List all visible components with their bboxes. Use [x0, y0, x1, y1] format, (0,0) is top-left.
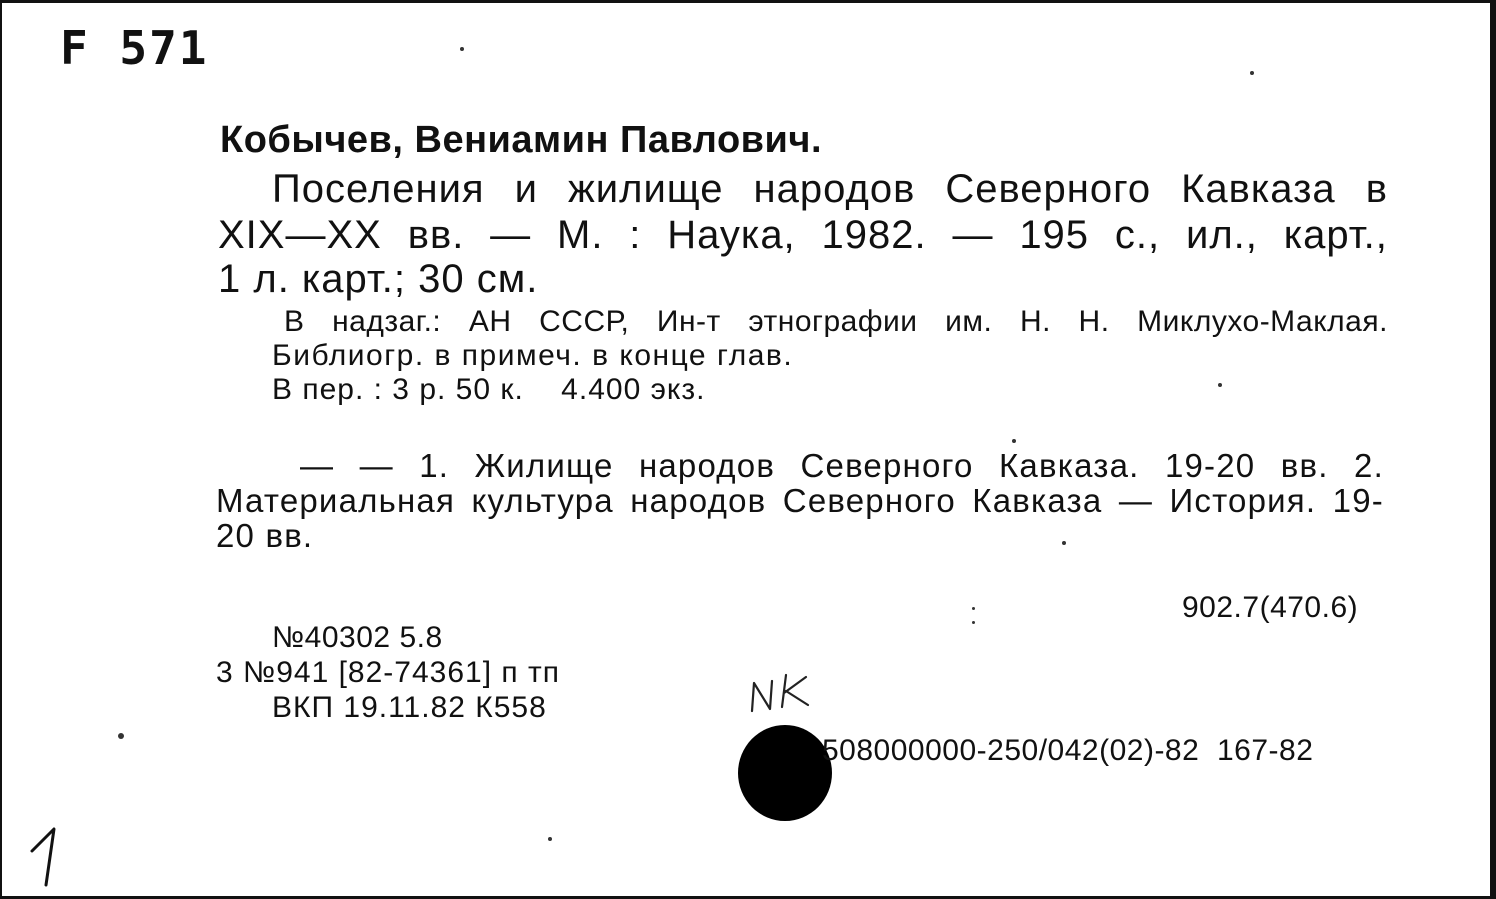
title-word: карт.,: [1283, 213, 1388, 257]
title-word: 1982.: [821, 213, 927, 257]
title-word: 195: [1019, 213, 1090, 257]
title-word: жилище: [568, 167, 724, 211]
subject-word: 19-: [1332, 482, 1384, 519]
note-line-2: Библиогр. в примеч. в конце глав.: [272, 339, 794, 372]
shelf-mark: F 571: [60, 21, 209, 75]
note-word: надзаг.:: [332, 305, 442, 338]
title-word: с.,: [1114, 213, 1161, 257]
subject-line-1: [300, 449, 1384, 482]
subject-word: народов: [630, 482, 767, 519]
speck: [548, 837, 552, 841]
subject-word: —: [300, 447, 335, 484]
subject-word: Материальная: [216, 482, 456, 519]
speck: [972, 607, 975, 610]
author-heading: Кобычев, Вениамин Павлович.: [220, 119, 822, 161]
title-word: Северного: [945, 167, 1152, 211]
title-word: Кавказа: [1181, 167, 1336, 211]
record-line-3: ВКП 19.11.82 К558: [272, 691, 547, 724]
note-line-1: [284, 307, 1388, 337]
subject-word: 1.: [419, 447, 450, 484]
subject-word: —: [1118, 482, 1154, 519]
title-word: М.: [557, 213, 604, 257]
note-word: Ин-т: [656, 305, 721, 338]
subject-word: вв.: [1280, 447, 1329, 484]
record-line-1: №40302 5.8: [272, 621, 443, 654]
speck: [118, 733, 124, 739]
subject-line-3: 20 вв.: [216, 517, 314, 554]
subject-word: Жилище: [474, 447, 614, 484]
title-word: вв.: [407, 213, 465, 257]
note-word: СССР,: [539, 305, 630, 338]
speck: [1218, 383, 1222, 387]
note-word: Н.: [1019, 305, 1051, 338]
title-word: Наука,: [667, 213, 796, 257]
punched-hole: [738, 725, 832, 821]
title-line-1: [272, 169, 1388, 209]
title-word: —: [490, 213, 532, 257]
title-line-2: [218, 215, 1388, 255]
subject-word: История.: [1169, 482, 1317, 519]
title-word: Поселения: [272, 167, 485, 211]
subject-word: Кавказа.: [999, 447, 1140, 484]
subject-word: народов: [638, 447, 776, 484]
note-word: АН: [468, 305, 512, 338]
record-line-2: 3 №941 [82-74361] п тп: [216, 656, 560, 689]
subject-word: 2.: [1354, 447, 1384, 484]
classification-index: 902.7(470.6): [1182, 591, 1359, 624]
note-line-3: В пер. : 3 р. 50 к. 4.400 экз.: [272, 373, 706, 406]
title-word: —: [952, 213, 994, 257]
note-word: Миклухо-Маклая.: [1137, 305, 1388, 338]
speck: [972, 621, 975, 624]
catalog-code: 508000000-250/042(02)-82 167-82: [822, 734, 1314, 767]
title-word: в: [1365, 167, 1388, 211]
note-word: Н.: [1078, 305, 1110, 338]
title-word: народов: [753, 167, 916, 211]
subject-word: культура: [471, 482, 614, 519]
title-word: :: [629, 213, 642, 257]
title-word: и: [514, 167, 538, 211]
subject-word: Кавказа: [972, 482, 1103, 519]
handwritten-initials: [748, 671, 812, 715]
note-word: этнографии: [748, 305, 918, 338]
subject-line-2: [216, 484, 1384, 517]
subject-word: Северного: [782, 482, 956, 519]
title-line-3: 1 л. карт.; 30 см.: [218, 257, 539, 301]
title-word: XIX—XX: [218, 213, 382, 257]
speck: [1012, 439, 1016, 443]
handwritten-number: [28, 825, 68, 889]
speck: [1062, 541, 1066, 545]
note-word: В: [284, 305, 305, 338]
note-word: им.: [945, 305, 993, 338]
subject-word: 19-20: [1164, 447, 1256, 484]
title-word: ил.,: [1185, 213, 1258, 257]
subject-word: Северного: [800, 447, 974, 484]
speck: [460, 47, 464, 51]
subject-word: —: [359, 447, 394, 484]
speck: [1250, 71, 1254, 75]
